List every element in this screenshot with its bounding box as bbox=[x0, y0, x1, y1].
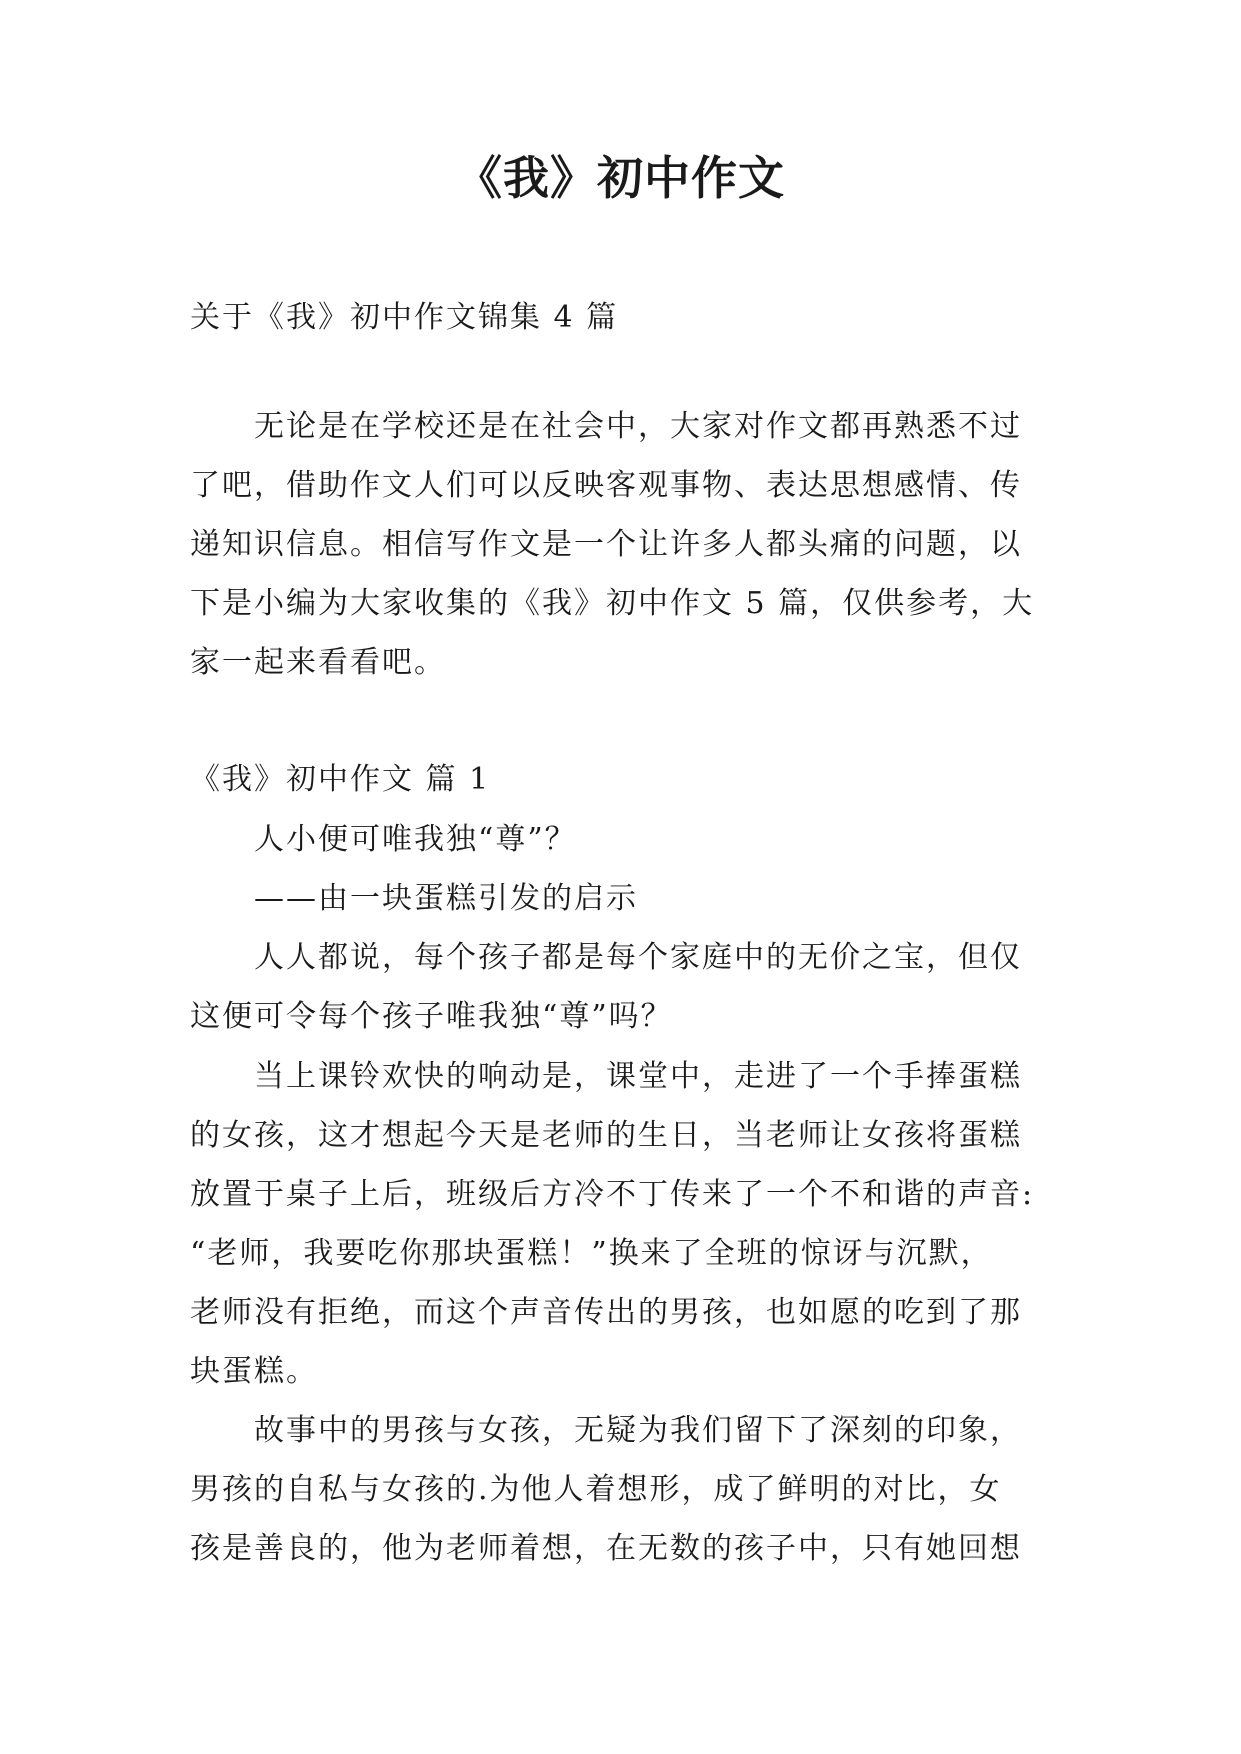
paragraph-line: 男孩的自私与女孩的.为他人着想形，成了鲜明的对比，女 bbox=[190, 1472, 1002, 1507]
paragraph-line: 人人都说，每个孩子都是每个家庭中的无价之宝，但仅 bbox=[254, 940, 1022, 975]
paragraph-line: “老师，我要吃你那块蛋糕！”换来了全班的惊讶与沉默， bbox=[190, 1236, 993, 1271]
paragraph-line: 老师没有拒绝，而这个声音传出的男孩，也如愿的吃到了那 bbox=[190, 1295, 1022, 1330]
intro-line: 下是小编为大家收集的《我》初中作文 5 篇，仅供参考，大 bbox=[190, 586, 1035, 621]
paragraph-line: 这便可令每个孩子唯我独“尊”吗？ bbox=[190, 999, 673, 1034]
section-heading: 《我》初中作文 篇 1 bbox=[190, 762, 491, 797]
intro-line: 家一起来看看吧。 bbox=[190, 645, 446, 680]
paragraph-line: 的女孩，这才想起今天是老师的生日，当老师让女孩将蛋糕 bbox=[190, 1118, 1022, 1153]
document-title: 《我》初中作文 bbox=[456, 151, 785, 205]
document-subtitle: 关于《我》初中作文锦集 4 篇 bbox=[190, 300, 619, 335]
essay-subtitle: ——由一块蛋糕引发的启示 bbox=[254, 881, 638, 916]
paragraph-line: 孩是善良的，他为老师着想，在无数的孩子中，只有她回想 bbox=[190, 1531, 1022, 1566]
intro-line: 递知识信息。相信写作文是一个让许多人都头痛的问题，以 bbox=[190, 527, 1022, 562]
paragraph-line: 故事中的男孩与女孩，无疑为我们留下了深刻的印象， bbox=[254, 1413, 1022, 1448]
paragraph-line: 当上课铃欢快的响动是，课堂中，走进了一个手捧蛋糕 bbox=[254, 1059, 1022, 1094]
paragraph-line: 块蛋糕。 bbox=[190, 1354, 318, 1389]
paragraph-line: 放置于桌子上后，班级后方冷不丁传来了一个不和谐的声音: bbox=[190, 1177, 1035, 1212]
intro-line: 无论是在学校还是在社会中，大家对作文都再熟悉不过 bbox=[254, 409, 1022, 444]
intro-line: 了吧，借助作文人们可以反映客观事物、表达思想感情、传 bbox=[190, 468, 1022, 503]
essay-title: 人小便可唯我独“尊”？ bbox=[254, 822, 577, 857]
